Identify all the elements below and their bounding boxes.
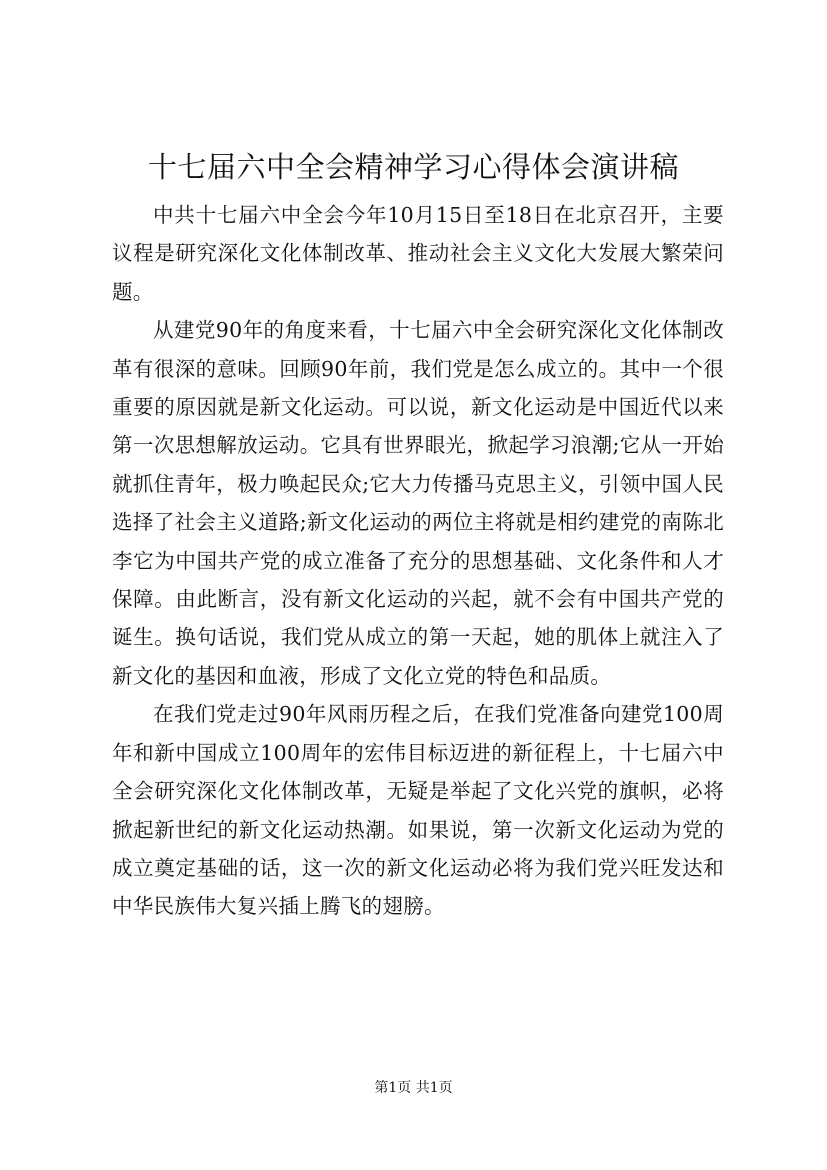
document-body (112, 196, 724, 926)
paragraph-2: 从建党90年的角度来看，十七届六中全会研究深化文化体制改革有很深的意味。回顾90年前，我们党是怎么成立的。其中一个很重要的原因就是新文化运动。可以说，新文化运动是中国近代以来第一次思想解放运动。它具有世界眼光，掀起学习浪潮;它从一开始就抓住青年，极力唤起民众;它大力传播马克思主义，引领中国人民选择了社会主义道路;新文化运动的两位主将就是相约建党的南陈北李它为中国共产党的成立准备了充分的思想基础、文化条件和人才保障。由此断言，没有新文化运动的兴起，就不会有中国共产党的诞生。换句话说，我们党从成立的第一天起，她的肌体上就注入了新文化的基因和血液，形成了文化立党的特色和品质。 (112, 318, 724, 688)
document-title: 十七届六中全会精神学习心得体会演讲稿 (147, 150, 679, 184)
paragraph-3: 在我们党走过90年风雨历程之后，在我们党准备向建党100周年和新中国成立100周年的宏伟目标迈进的新征程上，十七届六中全会研究深化文化体制改革，无疑是举起了文化兴党的旗帜，必将掀起新世纪的新文化运动热潮。如果说，第一次新文化运动为党的成立奠定基础的话，这一次的新文化运动必将为我们党兴旺发达和中华民族伟大复兴插上腾飞的翅膀。 (112, 702, 724, 919)
page-number-footer: 第1页 共1页 (374, 1080, 453, 1096)
paragraph-1: 中共十七届六中全会今年10月15日至18日在北京召开，主要议程是研究深化文化体制改革、推动社会主义文化大发展大繁荣问题。 (112, 203, 724, 304)
